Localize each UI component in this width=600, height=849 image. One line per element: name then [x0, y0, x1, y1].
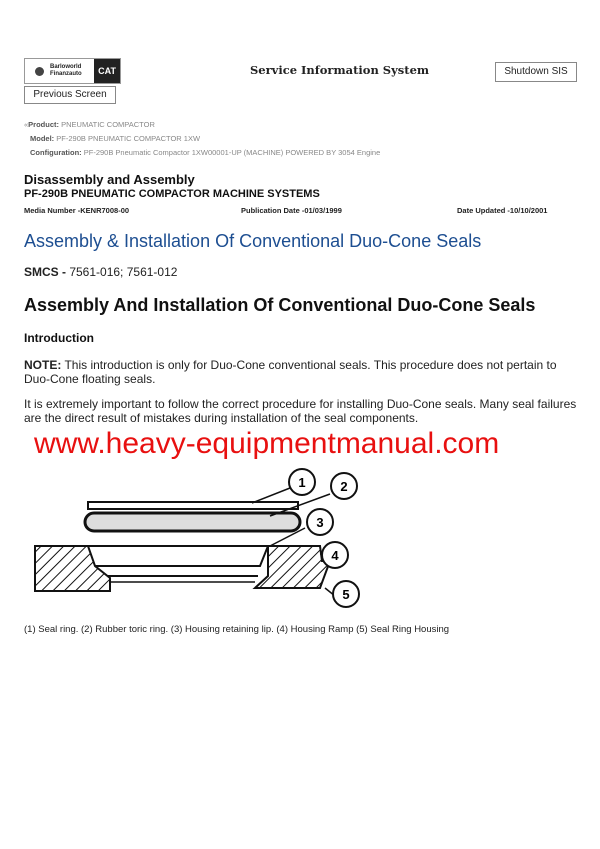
- previous-screen-button[interactable]: Previous Screen: [24, 86, 116, 104]
- note-text: This introduction is only for Duo-Cone conventional seals. This procedure does not pertain to Duo-Cone floating seals.: [24, 358, 557, 386]
- media-number: Media Number -KENR7008-00: [24, 206, 130, 215]
- toric-ring: [85, 513, 300, 531]
- logo: [24, 58, 121, 84]
- configuration-value: PF-290B Pneumatic Compactor 1XW00001-UP (MACHINE) POWERED BY 3054 Engine: [83, 148, 381, 157]
- configuration-label: Configuration:: [30, 148, 82, 157]
- callout-4: 4: [331, 548, 339, 563]
- logo-text-2: Finanzauto: [50, 71, 82, 77]
- duo-cone-seal-diagram: [30, 466, 370, 616]
- logo-text-1: Barloworld: [50, 64, 82, 70]
- callout-3: 3: [316, 515, 324, 530]
- model-line: [30, 134, 200, 143]
- smcs-line: [24, 265, 177, 279]
- section-title: Assembly & Installation Of Conventional Duo-Cone Seals: [24, 231, 482, 251]
- callout-1: 1: [298, 475, 306, 490]
- date-updated: Date Updated -10/10/2001: [457, 206, 548, 215]
- product-line: «Product: PNEUMATIC COMPACTOR: [24, 120, 155, 129]
- shutdown-button[interactable]: Shutdown SIS: [495, 62, 577, 82]
- configuration-line: [30, 148, 380, 157]
- publication-date: Publication Date -01/03/1999: [241, 206, 342, 215]
- model-label: Model:: [30, 134, 55, 143]
- seal-ring: [88, 502, 298, 509]
- intro-paragraph: It is extremely important to follow the correct procedure for installing Duo-Cone seals. Many seal failures are the direct result of mistakes during installation of the seal components.: [24, 397, 577, 425]
- model-value: PF-290B PNEUMATIC COMPACTOR 1XW: [56, 134, 201, 143]
- page-title: Assembly And Installation Of Conventional Duo-Cone Seals: [24, 295, 536, 315]
- housing-left: [35, 546, 110, 591]
- doc-category: Disassembly and Assembly: [24, 172, 195, 187]
- watermark: www.heavy-equipmentmanual.com: [34, 427, 500, 460]
- cat-logo: CAT: [94, 59, 120, 83]
- product-label: Product:: [28, 120, 60, 129]
- callout-5: 5: [342, 587, 350, 602]
- introduction-heading: Introduction: [24, 331, 94, 345]
- smcs-label: SMCS -: [24, 265, 66, 279]
- figure-caption: (1) Seal ring. (2) Rubber toric ring. (3) Housing retaining lip. (4) Housing Ramp (5) Seal Ring Housing: [24, 624, 450, 635]
- app-title: Service Information System: [250, 63, 430, 77]
- note-label: NOTE:: [24, 358, 62, 372]
- note-paragraph: [24, 358, 584, 386]
- product-value: PNEUMATIC COMPACTOR: [61, 120, 155, 129]
- globe-icon: [35, 67, 44, 76]
- doc-system: PF-290B PNEUMATIC COMPACTOR MACHINE SYSTEMS: [24, 188, 320, 200]
- smcs-codes: 7561-016; 7561-012: [66, 265, 178, 279]
- callout-2: 2: [340, 479, 348, 494]
